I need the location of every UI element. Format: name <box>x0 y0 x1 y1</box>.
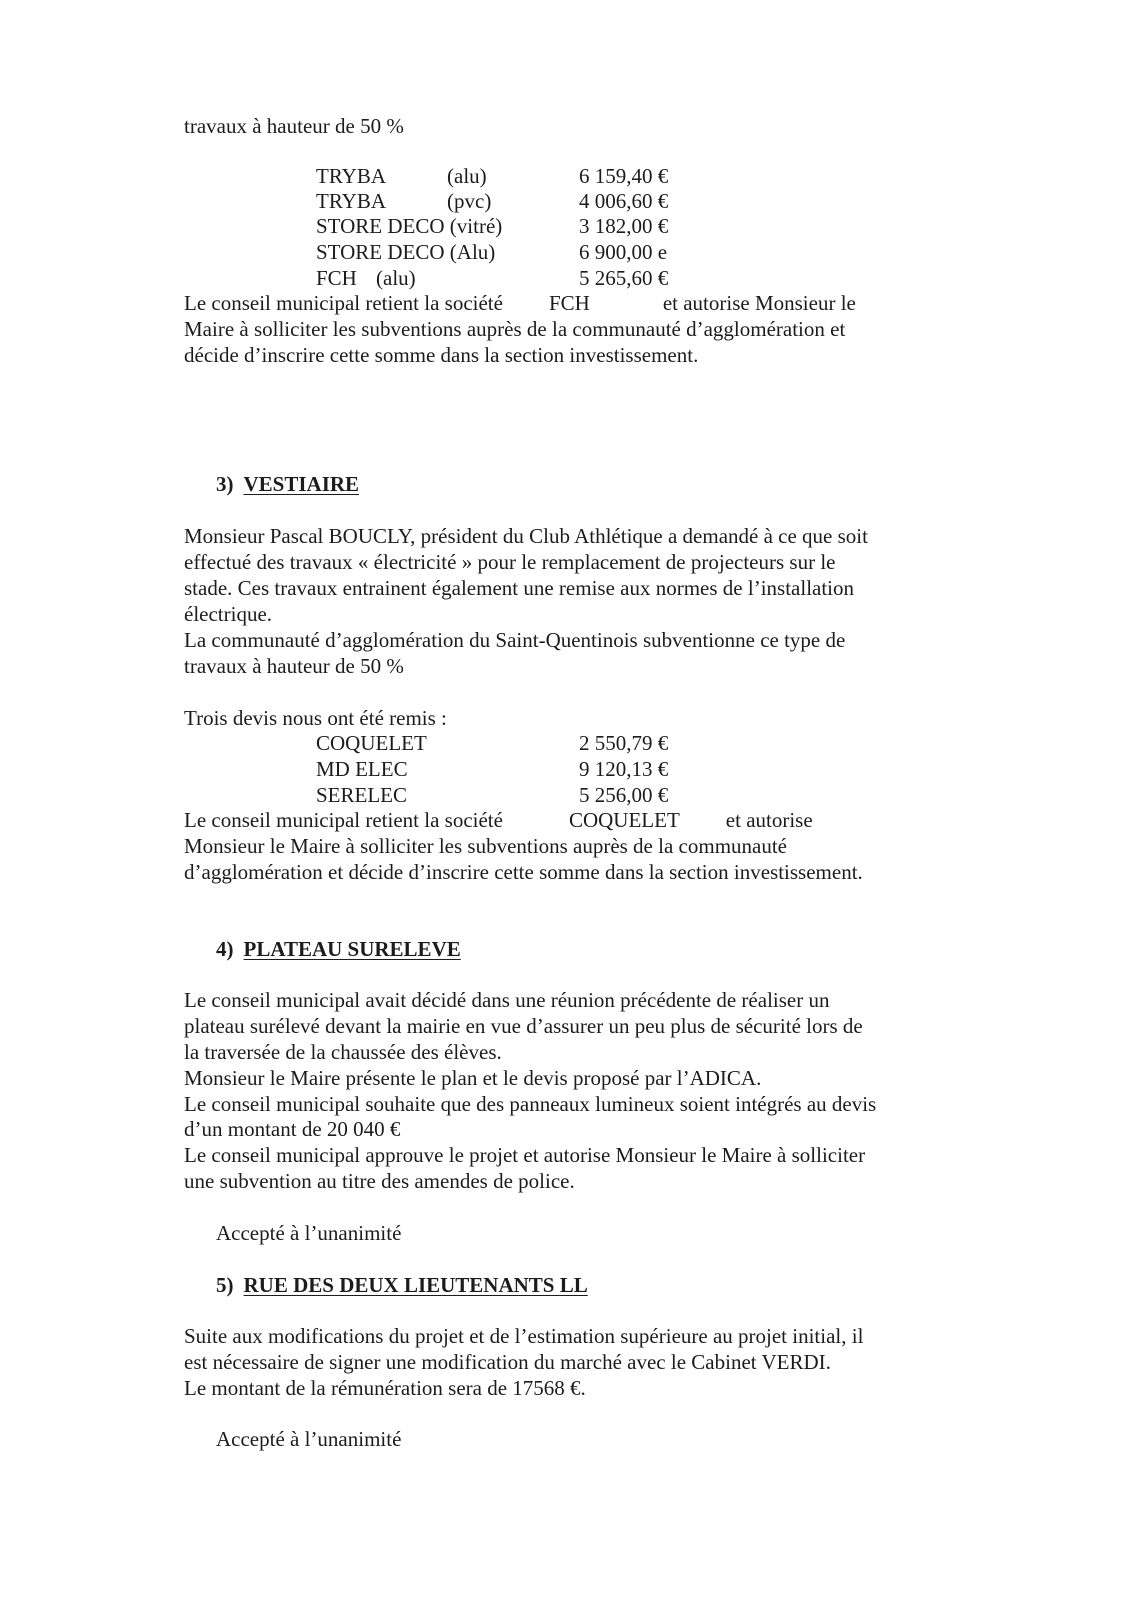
vote-result: Accepté à l’unanimité <box>216 1221 402 1245</box>
selected-company: FCH <box>548 291 590 315</box>
section-number: 3) <box>216 472 234 496</box>
quote-variant: (alu) <box>447 164 487 188</box>
paragraph-line: Monsieur Pascal BOUCLY, président du Club Athlétique a demandé à ce que soit <box>184 524 868 548</box>
paragraph-line: plateau surélevé devant la mairie en vue d’assurer un peu plus de sécurité lors de <box>184 1014 863 1038</box>
section-title: RUE DES DEUX LIEUTENANTS LL <box>243 1273 588 1297</box>
paragraph-line: Le montant de la rémunération sera de 17568 €. <box>184 1376 586 1400</box>
quote-row <box>316 730 716 756</box>
paragraph-line: La communauté d’agglomération du Saint-Quentinois subventionne ce type de <box>184 628 846 652</box>
paragraph-line: Le conseil municipal souhaite que des panneaux lumineux soient intégrés au devis <box>184 1092 877 1116</box>
quote-amount: 4 006,60 € <box>579 189 669 213</box>
decision-line <box>184 290 856 316</box>
paragraph-line: la traversée de la chaussée des élèves. <box>184 1040 502 1064</box>
quote-vendor: TRYBA <box>316 189 387 213</box>
quote-row <box>316 213 716 239</box>
quote-amount: 5 265,60 € <box>579 266 669 290</box>
selected-company: COQUELET <box>568 808 680 832</box>
quote-vendor: STORE DECO (Alu) <box>316 240 496 264</box>
quote-vendor: FCH <box>316 266 357 290</box>
quote-amount: 3 182,00 € <box>579 214 669 238</box>
decision-line: Maire à solliciter les subventions auprès de la communauté d’agglomération et <box>184 317 846 341</box>
section-heading <box>216 471 359 497</box>
quote-row <box>316 265 716 291</box>
decision-line: Monsieur le Maire à solliciter les subventions auprès de la communauté <box>184 834 788 858</box>
quote-variant: (alu) <box>376 266 416 290</box>
quote-amount: 2 550,79 € <box>579 731 669 755</box>
quote-amount: 5 256,00 € <box>579 783 669 807</box>
section-heading <box>216 936 461 962</box>
section-title: VESTIAIRE <box>243 472 360 496</box>
quote-amount: 9 120,13 € <box>579 757 669 781</box>
paragraph-line: Suite aux modifications du projet et de l’estimation supérieure au projet initial, il <box>184 1324 864 1348</box>
paragraph-line: d’un montant de 20 040 € <box>184 1117 401 1141</box>
quote-vendor: TRYBA <box>316 164 387 188</box>
quote-row <box>316 239 716 265</box>
quote-row <box>316 163 716 189</box>
paragraph-line: stade. Ces travaux entrainent également une remise aux normes de l’installation <box>184 576 855 600</box>
quote-row <box>316 188 716 214</box>
decision-text: et autorise Monsieur le <box>662 291 856 315</box>
section-number: 4) <box>216 937 234 961</box>
section-heading <box>216 1272 588 1298</box>
paragraph-line: Monsieur le Maire présente le plan et le devis proposé par l’ADICA. <box>184 1066 762 1090</box>
vote-result: Accepté à l’unanimité <box>216 1427 402 1451</box>
quote-amount: 6 159,40 € <box>579 164 669 188</box>
intro-line: travaux à hauteur de 50 % <box>184 114 404 138</box>
decision-text: et autorise <box>725 808 813 832</box>
quote-vendor: COQUELET <box>316 731 427 755</box>
paragraph-line: travaux à hauteur de 50 % <box>184 654 404 678</box>
paragraph-line: une subvention au titre des amendes de police. <box>184 1169 575 1193</box>
paragraph-line: électrique. <box>184 602 273 626</box>
quote-vendor: STORE DECO (vitré) <box>316 214 503 238</box>
paragraph-line: Le conseil municipal avait décidé dans une réunion précédente de réaliser un <box>184 988 830 1012</box>
quote-row <box>316 756 716 782</box>
quote-variant: (pvc) <box>447 189 492 213</box>
quote-vendor: MD ELEC <box>316 757 408 781</box>
decision-line: décide d’inscrire cette somme dans la section investissement. <box>184 343 699 367</box>
paragraph-line: est nécessaire de signer une modification du marché avec le Cabinet VERDI. <box>184 1350 831 1374</box>
paragraph-line: effectué des travaux « électricité » pour le remplacement de projecteurs sur le <box>184 550 836 574</box>
quotes-intro: Trois devis nous ont été remis : <box>184 706 447 730</box>
quote-vendor: SERELEC <box>316 783 408 807</box>
section-number: 5) <box>216 1273 234 1297</box>
decision-text: Le conseil municipal retient la société <box>184 808 503 832</box>
decision-line <box>184 807 813 833</box>
section-title: PLATEAU SURELEVE <box>243 937 461 961</box>
paragraph-line: Le conseil municipal approuve le projet et autorise Monsieur le Maire à solliciter <box>184 1143 866 1167</box>
quote-row <box>316 782 716 808</box>
decision-text: Le conseil municipal retient la société <box>184 291 503 315</box>
quote-amount: 6 900,00 e <box>579 240 668 264</box>
decision-line: d’agglomération et décide d’inscrire cette somme dans la section investissement. <box>184 860 863 884</box>
